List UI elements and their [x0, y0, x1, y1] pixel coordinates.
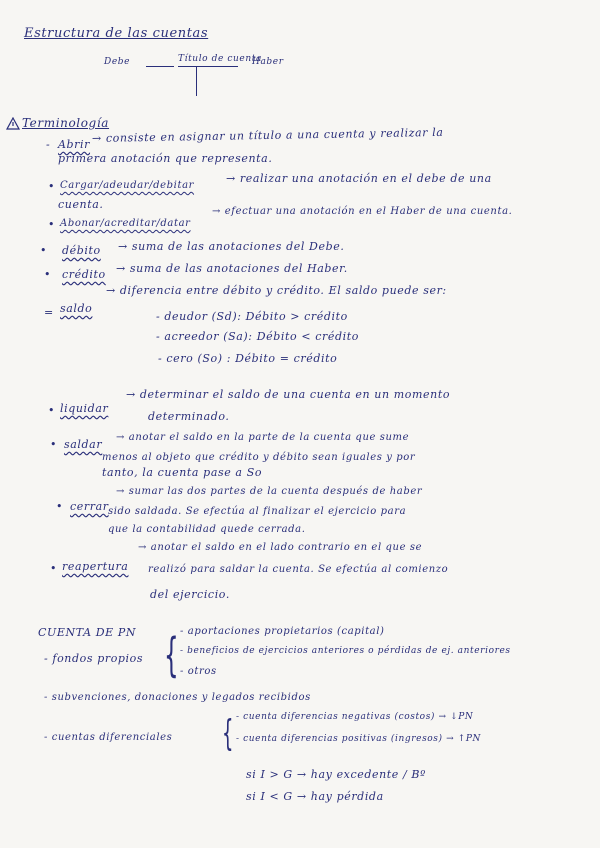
term-definition-line-1: → suma de las anotaciones del Debe. [118, 240, 345, 253]
t-account-debit-label: Debe [104, 57, 131, 67]
t-account-top-bar [178, 66, 238, 67]
term-definition-line-2: primera anotación que representa. [58, 152, 273, 165]
rule-excedente: si I > G → hay excedente / Bº [246, 768, 426, 781]
fondos-item-aportaciones: - aportaciones propietarios (capital) [180, 626, 385, 637]
bullet: - [46, 138, 51, 151]
diferencias-item-positivas: - cuenta diferencias positivas (ingresos) → ↑PN [236, 734, 481, 744]
bullet: • [48, 180, 56, 193]
bullet: • [48, 404, 56, 417]
cuentas-diferenciales-label: - cuentas diferenciales [44, 732, 173, 743]
term-definition-line-1: → consiste en asignar un título a una cuenta y realizar la [91, 125, 444, 145]
term-definition-line-2: determinado. [148, 410, 230, 423]
saldo-option-deudor: - deudor (Sd): Débito > crédito [156, 310, 348, 323]
term-definition-line-1: → anotar el saldo en la parte de la cuenta que sume [116, 432, 410, 443]
term-definition-line-1: → diferencia entre débito y crédito. El saldo puede ser: [106, 284, 447, 297]
subvenciones-line: - subvenciones, donaciones y legados recibidos [44, 692, 311, 703]
bullet: • [56, 500, 64, 513]
bullet: = [44, 306, 54, 319]
t-account-left-bar [146, 66, 174, 67]
term-definition-line-3: que la contabilidad quede cerrada. [108, 524, 306, 535]
term-name: crédito [62, 268, 106, 281]
t-account-vertical-bar [196, 66, 197, 96]
term-definition-line-1: → anotar el saldo en el lado contrario en el que se [138, 542, 423, 553]
term-definition-line-2: menos al objeto que crédito y débito sean iguales y por [102, 452, 416, 463]
fondos-propios-label: - fondos propios [44, 652, 144, 665]
t-account-name-label: Título de cuenta [178, 54, 262, 64]
term-name: cerrar [70, 500, 109, 513]
t-account-credit-label: Haber [252, 57, 284, 67]
term-definition-line-2: realizó para saldar la cuenta. Se efectúa al comienzo [148, 564, 449, 575]
bullet: • [50, 438, 58, 451]
term-definition-line-2: sido saldada. Se efectúa al finalizar el ejercicio para [108, 506, 407, 517]
term-definition-line-2: cuenta. [58, 198, 104, 211]
pn-heading: CUENTA DE PN [38, 626, 137, 639]
fondos-item-beneficios: - beneficios de ejercicios anteriores o pérdidas de ej. anteriores [180, 646, 511, 656]
term-name: liquidar [60, 402, 109, 415]
fondos-item-otros: - otros [180, 666, 217, 677]
rule-perdida: si I < G → hay pérdida [246, 790, 384, 803]
warning-triangle-icon [6, 117, 20, 130]
term-name: reapertura [62, 560, 129, 573]
bullet: • [40, 244, 48, 257]
saldo-option-cero: - cero (So) : Débito = crédito [158, 352, 338, 365]
page-title: Estructura de las cuentas [24, 26, 209, 41]
term-definition-line-1: → sumar las dos partes de la cuenta después de haber [116, 486, 423, 497]
term-name: débito [62, 244, 101, 257]
term-definition-line-3: del ejercicio. [150, 588, 230, 601]
bullet: • [44, 268, 52, 281]
term-definition-line-1: → suma de las anotaciones del Haber. [116, 262, 348, 275]
terminology-title: Terminología [22, 116, 110, 130]
term-name: Abonar/acreditar/datar [60, 218, 191, 229]
term-definition-line-1: → determinar el saldo de una cuenta en un momento [126, 388, 451, 401]
diferencias-item-negativas: - cuenta diferencias negativas (costos) → ↓PN [236, 712, 474, 722]
term-definition-line-3: tanto, la cuenta pase a So [102, 466, 263, 479]
term-name: saldar [64, 438, 103, 451]
brace: { [164, 628, 179, 682]
brace: { [222, 713, 234, 754]
saldo-option-acreedor: - acreedor (Sa): Débito < crédito [156, 330, 359, 343]
term-name: saldo [60, 302, 93, 315]
bullet: • [48, 218, 56, 231]
term-name: Abrir [58, 138, 91, 151]
term-definition-line-1: → efectuar una anotación en el Haber de una cuenta. [212, 206, 513, 217]
term-name: Cargar/adeudar/debitar [60, 180, 195, 191]
term-definition-line-1: → realizar una anotación en el debe de una [226, 172, 492, 185]
bullet: • [50, 562, 58, 575]
